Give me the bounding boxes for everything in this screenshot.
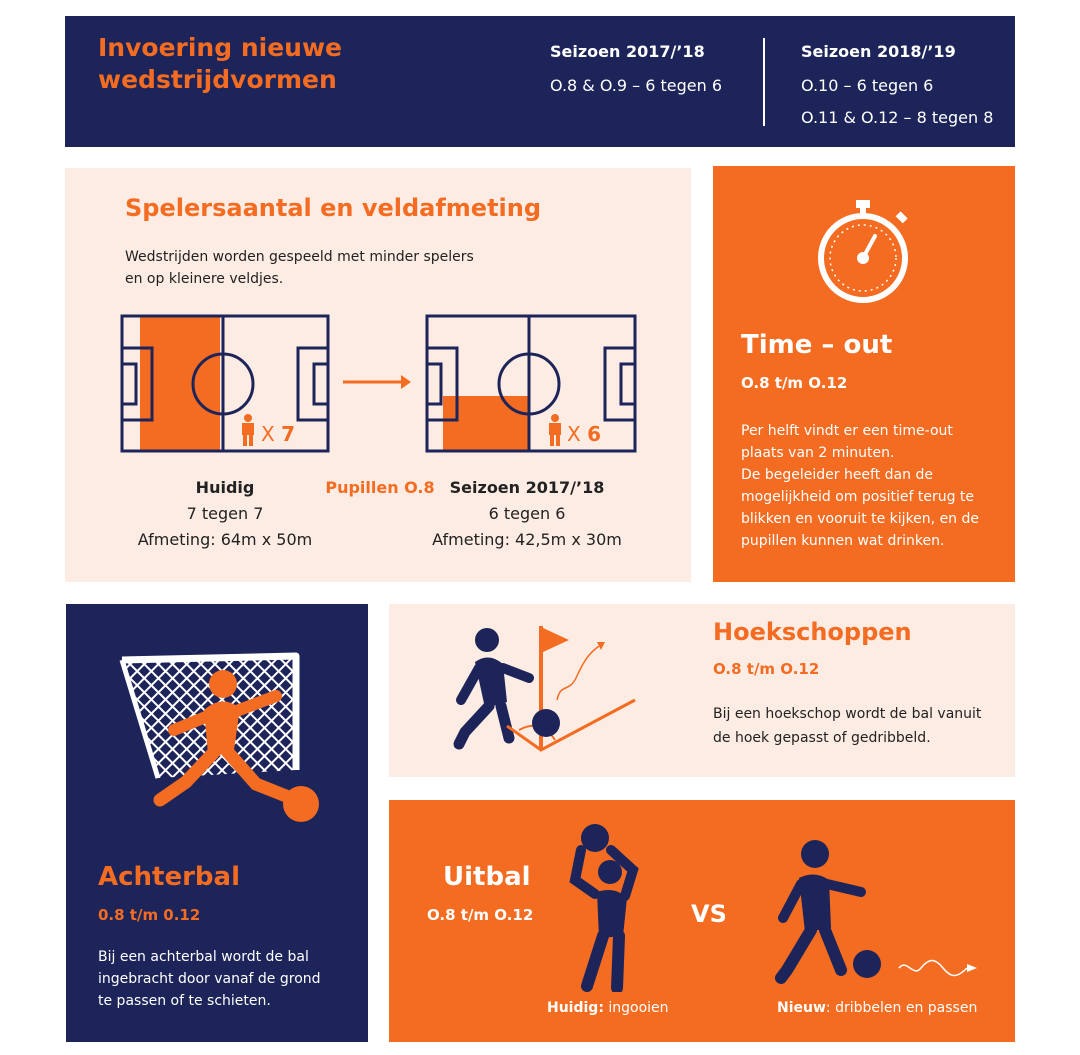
spelers-description [125, 246, 505, 290]
goalkeeper-icon [116, 650, 326, 830]
hoek-desc-line: Bij een hoekschop wordt de bal vanuit [713, 706, 982, 722]
soccer-field-small-icon [425, 314, 637, 454]
achterbal-desc-line: ingebracht door vanaf de grond [98, 971, 321, 987]
uitbal-current-label: Huidig: [547, 1000, 604, 1016]
season-2-line-1: O.10 – 6 tegen 6 [801, 76, 934, 95]
title-line-1: Invoering nieuwe [98, 33, 342, 62]
multiplier-7 [261, 422, 295, 446]
timeout-subtitle: O.8 t/m O.12 [741, 374, 848, 392]
timeout-desc-line: pupillen kunnen wat drinken. [741, 533, 945, 549]
arrow-right-icon [343, 372, 413, 392]
hoekschoppen-title: Hoekschoppen [713, 618, 912, 646]
current-heading: Huidig [195, 478, 255, 497]
achterbal-desc-line: te passen of te schieten. [98, 993, 271, 1009]
player-icon [547, 414, 563, 446]
timeout-desc-line: Per helft vindt er een time-out [741, 423, 953, 439]
achterbal-description [98, 946, 348, 1012]
new-players: 6 tegen 6 [488, 504, 566, 523]
stopwatch-icon [813, 198, 913, 304]
spelers-desc-line-1: Wedstrijden worden gespeeld met minder spelers [125, 249, 474, 265]
achterbal-subtitle: 0.8 t/m 0.12 [98, 906, 201, 924]
hoekschoppen-subtitle: O.8 t/m O.12 [713, 660, 820, 678]
vs-label: VS [691, 900, 727, 928]
multiplier-x: X [567, 422, 581, 446]
timeout-desc-line: De begeleider heeft dan de [741, 467, 933, 483]
corner-flag-icon [445, 622, 645, 762]
achterbal-title: Achterbal [98, 862, 240, 892]
current-size: Afmeting: 64m x 50m [137, 530, 313, 549]
spelers-title: Spelersaantal en veldafmeting [125, 194, 542, 222]
title-line-2: wedstrijdvormen [98, 65, 337, 94]
pupillen-label: Pupillen O.8 [325, 478, 435, 497]
timeout-desc-line: mogelijkheid om positief terug te [741, 489, 975, 505]
hoekschoppen-description [713, 702, 1003, 750]
multiplier-6 [567, 422, 601, 446]
uitbal-panel [389, 800, 1015, 1042]
multiplier-number: 7 [281, 422, 295, 446]
hoekschoppen-panel [389, 604, 1015, 777]
header-banner [65, 16, 1015, 147]
uitbal-current-text: ingooien [603, 1000, 669, 1016]
uitbal-subtitle: O.8 t/m O.12 [427, 906, 534, 924]
dribble-icon [771, 838, 991, 988]
timeout-desc-line: blikken en vooruit te kijken, en de [741, 511, 979, 527]
spelersaantal-panel [65, 168, 691, 582]
spelers-desc-line-2: en op kleinere veldjes. [125, 271, 284, 287]
season-1-heading: Seizoen 2017/’18 [550, 42, 705, 61]
season-1-line: O.8 & O.9 – 6 tegen 6 [550, 76, 723, 95]
uitbal-title: Uitbal [443, 862, 531, 892]
achterbal-desc-line: Bij een achterbal wordt de bal [98, 949, 309, 965]
season-2-heading: Seizoen 2018/’19 [801, 42, 956, 61]
multiplier-number: 6 [587, 422, 601, 446]
uitbal-new-caption [777, 1000, 977, 1016]
header-divider [763, 38, 765, 126]
page-title [98, 32, 358, 96]
timeout-panel [713, 166, 1015, 582]
timeout-desc-line: plaats van 2 minuten. [741, 445, 895, 461]
hoek-desc-line: de hoek gepasst of gedribbeld. [713, 730, 931, 746]
current-players: 7 tegen 7 [186, 504, 264, 523]
timeout-description [741, 420, 1003, 552]
uitbal-current-caption [547, 1000, 669, 1016]
uitbal-new-text: : dribbelen en passen [825, 1000, 978, 1016]
season-2-line-2: O.11 & O.12 – 8 tegen 8 [801, 108, 994, 127]
uitbal-new-label: Nieuw [777, 1000, 826, 1016]
new-size: Afmeting: 42,5m x 30m [432, 530, 622, 549]
soccer-field-icon [120, 314, 330, 454]
achterbal-panel [66, 604, 368, 1042]
timeout-title: Time – out [741, 330, 893, 360]
multiplier-x: X [261, 422, 275, 446]
new-heading: Seizoen 2017/’18 [449, 478, 605, 497]
player-icon [240, 414, 256, 446]
throw-in-icon [567, 820, 657, 992]
